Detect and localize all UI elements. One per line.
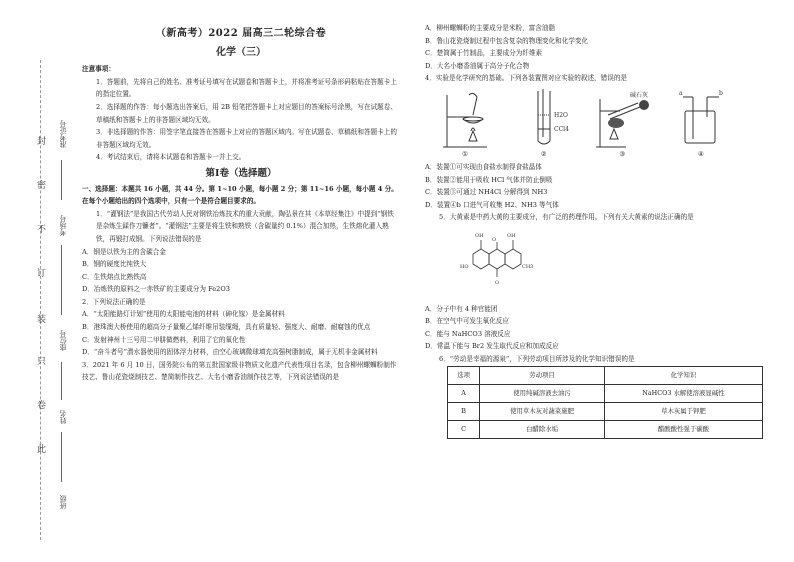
oh-label: OH — [475, 232, 484, 239]
oh-label: OH — [507, 232, 516, 239]
field-class: 班级 — [59, 495, 67, 509]
question-3-option-d: D．大名小磨香油属于高分子化合物 — [425, 61, 530, 70]
apparatus-absorption — [512, 89, 576, 161]
question-5-option-b: B．在空气中可发生氧化反应 — [425, 317, 509, 326]
port-a-label: a — [678, 89, 683, 97]
right-column — [425, 22, 770, 439]
figure-number: ④ — [698, 150, 704, 159]
notice-heading: 注意事项： — [82, 65, 115, 74]
question-5-option-c: C．能与 NaHCO3 溶液反应 — [425, 329, 511, 338]
table-row — [448, 420, 763, 438]
binding-margin — [0, 0, 80, 562]
ho-label: HO — [460, 263, 469, 270]
table-cell: 醋酸酸性强于碳酸 — [604, 420, 762, 438]
ccl4-label: CCl4 — [553, 125, 569, 133]
seal-line — [40, 60, 41, 540]
seal-char: 此 — [37, 445, 47, 455]
question-1-option-c: C．生铁熔点比熟铁高 — [82, 272, 147, 281]
notice-item: 1．答题前，先将自己的姓名、准考证号填写在试题卷和答题卡上，并将准考证号条形码粘贴在答题卡上的指定位置。 — [96, 77, 397, 99]
question-5-stem: 5．大黄素是中药大黄的主要成分，有广泛的药理作用。下列有关大黄素的说法正确的是 — [439, 213, 694, 222]
question-3-stem: 3．2021 年 6 月 10 日，国务院公布的第五批国家级非物质文化遗产代表性项目名录，包含柳州螺蛳粉制作技艺、鲁山花瓷烧制技艺、楚简制作技艺、大名小磨香油制作技艺等，下列说法错误的是 — [82, 360, 397, 382]
table-row — [448, 402, 763, 420]
question-6-stem: 6．“劳动是幸福的源泉”，下列劳动项目所涉及的化学知识错误的是 — [439, 354, 635, 363]
section-heading: 第Ⅰ卷（选择题） — [205, 167, 277, 179]
port-b-label: b — [718, 89, 723, 97]
table-header-row — [448, 366, 763, 384]
question-5-option-a: A．分子中有 4 种官能团 — [425, 304, 498, 313]
table-cell: 白醋除水垢 — [480, 420, 605, 438]
table-cell: 使用草木灰对蔬菜施肥 — [480, 402, 605, 420]
exam-title: （新高考）2022 届高三二轮综合卷 — [155, 28, 327, 39]
figure-number: ② — [540, 150, 547, 159]
question-4-option-a: A．装置①可实现由食盐水制得食盐晶体 — [425, 162, 542, 171]
seal-char: 封 — [37, 137, 47, 147]
question-3-option-b: B．鲁山花瓷烧制过程中包含复杂的物理变化和化学变化 — [425, 36, 589, 45]
seal-char: 只 — [37, 357, 47, 367]
gas-bottle-icon — [669, 89, 733, 151]
table-cell: 草木灰属于钾肥 — [604, 402, 762, 420]
seal-char: 装 — [37, 315, 47, 325]
apparatus-gas-collection — [669, 89, 733, 161]
seal-char: 卷 — [37, 401, 47, 411]
question-2-option-c: C．发射神州十三号用二甲肼做燃料，利用了它的氧化性 — [82, 335, 246, 344]
question-2-stem: 2．下列说法正确的是 — [82, 297, 146, 306]
question-2-option-a: A．“太阳能路灯计划”使用的太阳能电池的材料（砷化镓）是金属材料 — [82, 310, 285, 319]
heating-tube-icon — [590, 89, 654, 151]
question-1-option-b: B．钢的硬度比纯铁大 — [82, 260, 147, 269]
question-5-option-d: D．常温下能与 Br2 发生取代反应和加成反应 — [425, 342, 559, 351]
question-3-option-c: C．楚简属于竹制品，主要成分为纤维素 — [425, 49, 543, 58]
left-column — [82, 0, 400, 384]
table-header: 选项 — [448, 366, 480, 384]
notice-item: 4．考试结束后，请将本试题卷和答题卡一并上交。 — [96, 153, 246, 162]
table-header: 劳动项目 — [480, 366, 605, 384]
figure-number: ③ — [619, 150, 626, 159]
soda-lime-label: 碱石灰 — [630, 91, 649, 99]
field-line — [61, 160, 62, 200]
notice-item: 2．选择题的作答：每小题选出答案后，用 2B 铅笔把答题卡上对应题目的答案标号涂黑，写在试题卷、草稿纸和答题卡上的非答题区域均无效。 — [96, 102, 397, 124]
seal-char: 不 — [37, 225, 47, 235]
question-2-option-d: D．“奋斗者号”潜水器使用的固体浮力材料，由空心玻璃微球填充高强树脂制成，属于无机非金属材料 — [82, 348, 378, 357]
field-exam-number: 准考证号 — [59, 120, 67, 148]
table-row — [448, 384, 763, 402]
exam-subtitle: 化学（三） — [216, 46, 266, 58]
seal-char: 订 — [37, 269, 47, 279]
o-label: O — [495, 279, 500, 286]
o-label: O — [492, 236, 497, 243]
question-4-stem: 4．实验是化学研究的基础。下列各装置图对应实验的叙述，错误的是 — [425, 74, 628, 83]
table-cell: NaHCO3 水解使溶液显碱性 — [604, 384, 762, 402]
figure-number: ① — [462, 150, 468, 159]
question-3-option-a: A．柳州螺蛳粉的主要成分是米粉，富含油脂 — [425, 24, 556, 32]
question-4-option-c: C．装置③可通过 NH4Cl 分解得到 NH3 — [425, 188, 548, 197]
h2o-label: H2O — [553, 111, 568, 119]
table-cell: A — [448, 384, 480, 402]
question-1-option-a: A．钢是以铁为主的含碳合金 — [82, 247, 166, 256]
seal-char: 密 — [37, 181, 47, 191]
notice-item: 3．非选择题的作答：用签字笔直接答在答题卡上对应的答题区域内。写在试题卷、草稿纸和答题卡上的非答题区域均无效。 — [96, 128, 397, 149]
table-cell: 使用纯碱溶液去油污 — [480, 384, 605, 402]
field-line — [61, 432, 62, 482]
question-2-option-b: B．港珠澳大桥使用的超高分子量聚乙烯纤维吊装缆绳，具有质量轻、强度大、耐磨、耐腐蚀的优点 — [82, 323, 371, 332]
question-4-option-b: B．装置②能用于吸收 HCl 气体并防止倒吸 — [425, 175, 553, 184]
table-cell: C — [448, 420, 480, 438]
emodin-structure-icon — [459, 226, 539, 296]
question-6-table — [447, 366, 763, 439]
ch3-label: CH3 — [522, 263, 534, 270]
field-line — [61, 245, 62, 315]
question-1-stem: 1．“灌钢法”是我国古代劳动人民对钢铁冶炼技术的重大贡献，陶弘景在其《本草经集注》中提到“钢铁是杂炼生鍒作刀镰者”。“灌钢法”主要是将生铁和熟铁（含碳量约 0.1%）混合加热，生铁熔化灌入熟铁，再锻打成钢。下列说法错误的是 — [96, 209, 394, 243]
apparatus-heating — [590, 89, 654, 161]
field-name: 姓名 — [59, 410, 67, 424]
field-exam-room: 考场号 — [59, 215, 67, 236]
question-1-option-d: D．冶炼铁的原料之一赤铁矿的主要成分为 Fe2O3 — [82, 285, 230, 294]
question-4-option-d: D．装置④b 口进气可收集 H2、NH3 等气体 — [425, 200, 559, 209]
field-seat: 座位号 — [59, 330, 67, 351]
apparatus-evaporation — [433, 89, 497, 161]
test-tube-icon — [512, 89, 576, 151]
apparatus-figures — [433, 89, 733, 161]
table-header: 化学知识 — [604, 366, 762, 384]
table-cell: B — [448, 402, 480, 420]
section-instructions: 一、选择题：本题共 16 小题，共 44 分。第 1~10 小题，每小题 2 分；第 11~16 小题，每小题 4 分。在每个小题给出的四个选项中，只有一个是符合题目要求的。 — [82, 184, 398, 206]
evaporation-dish-icon — [433, 89, 497, 151]
field-line — [61, 362, 62, 400]
